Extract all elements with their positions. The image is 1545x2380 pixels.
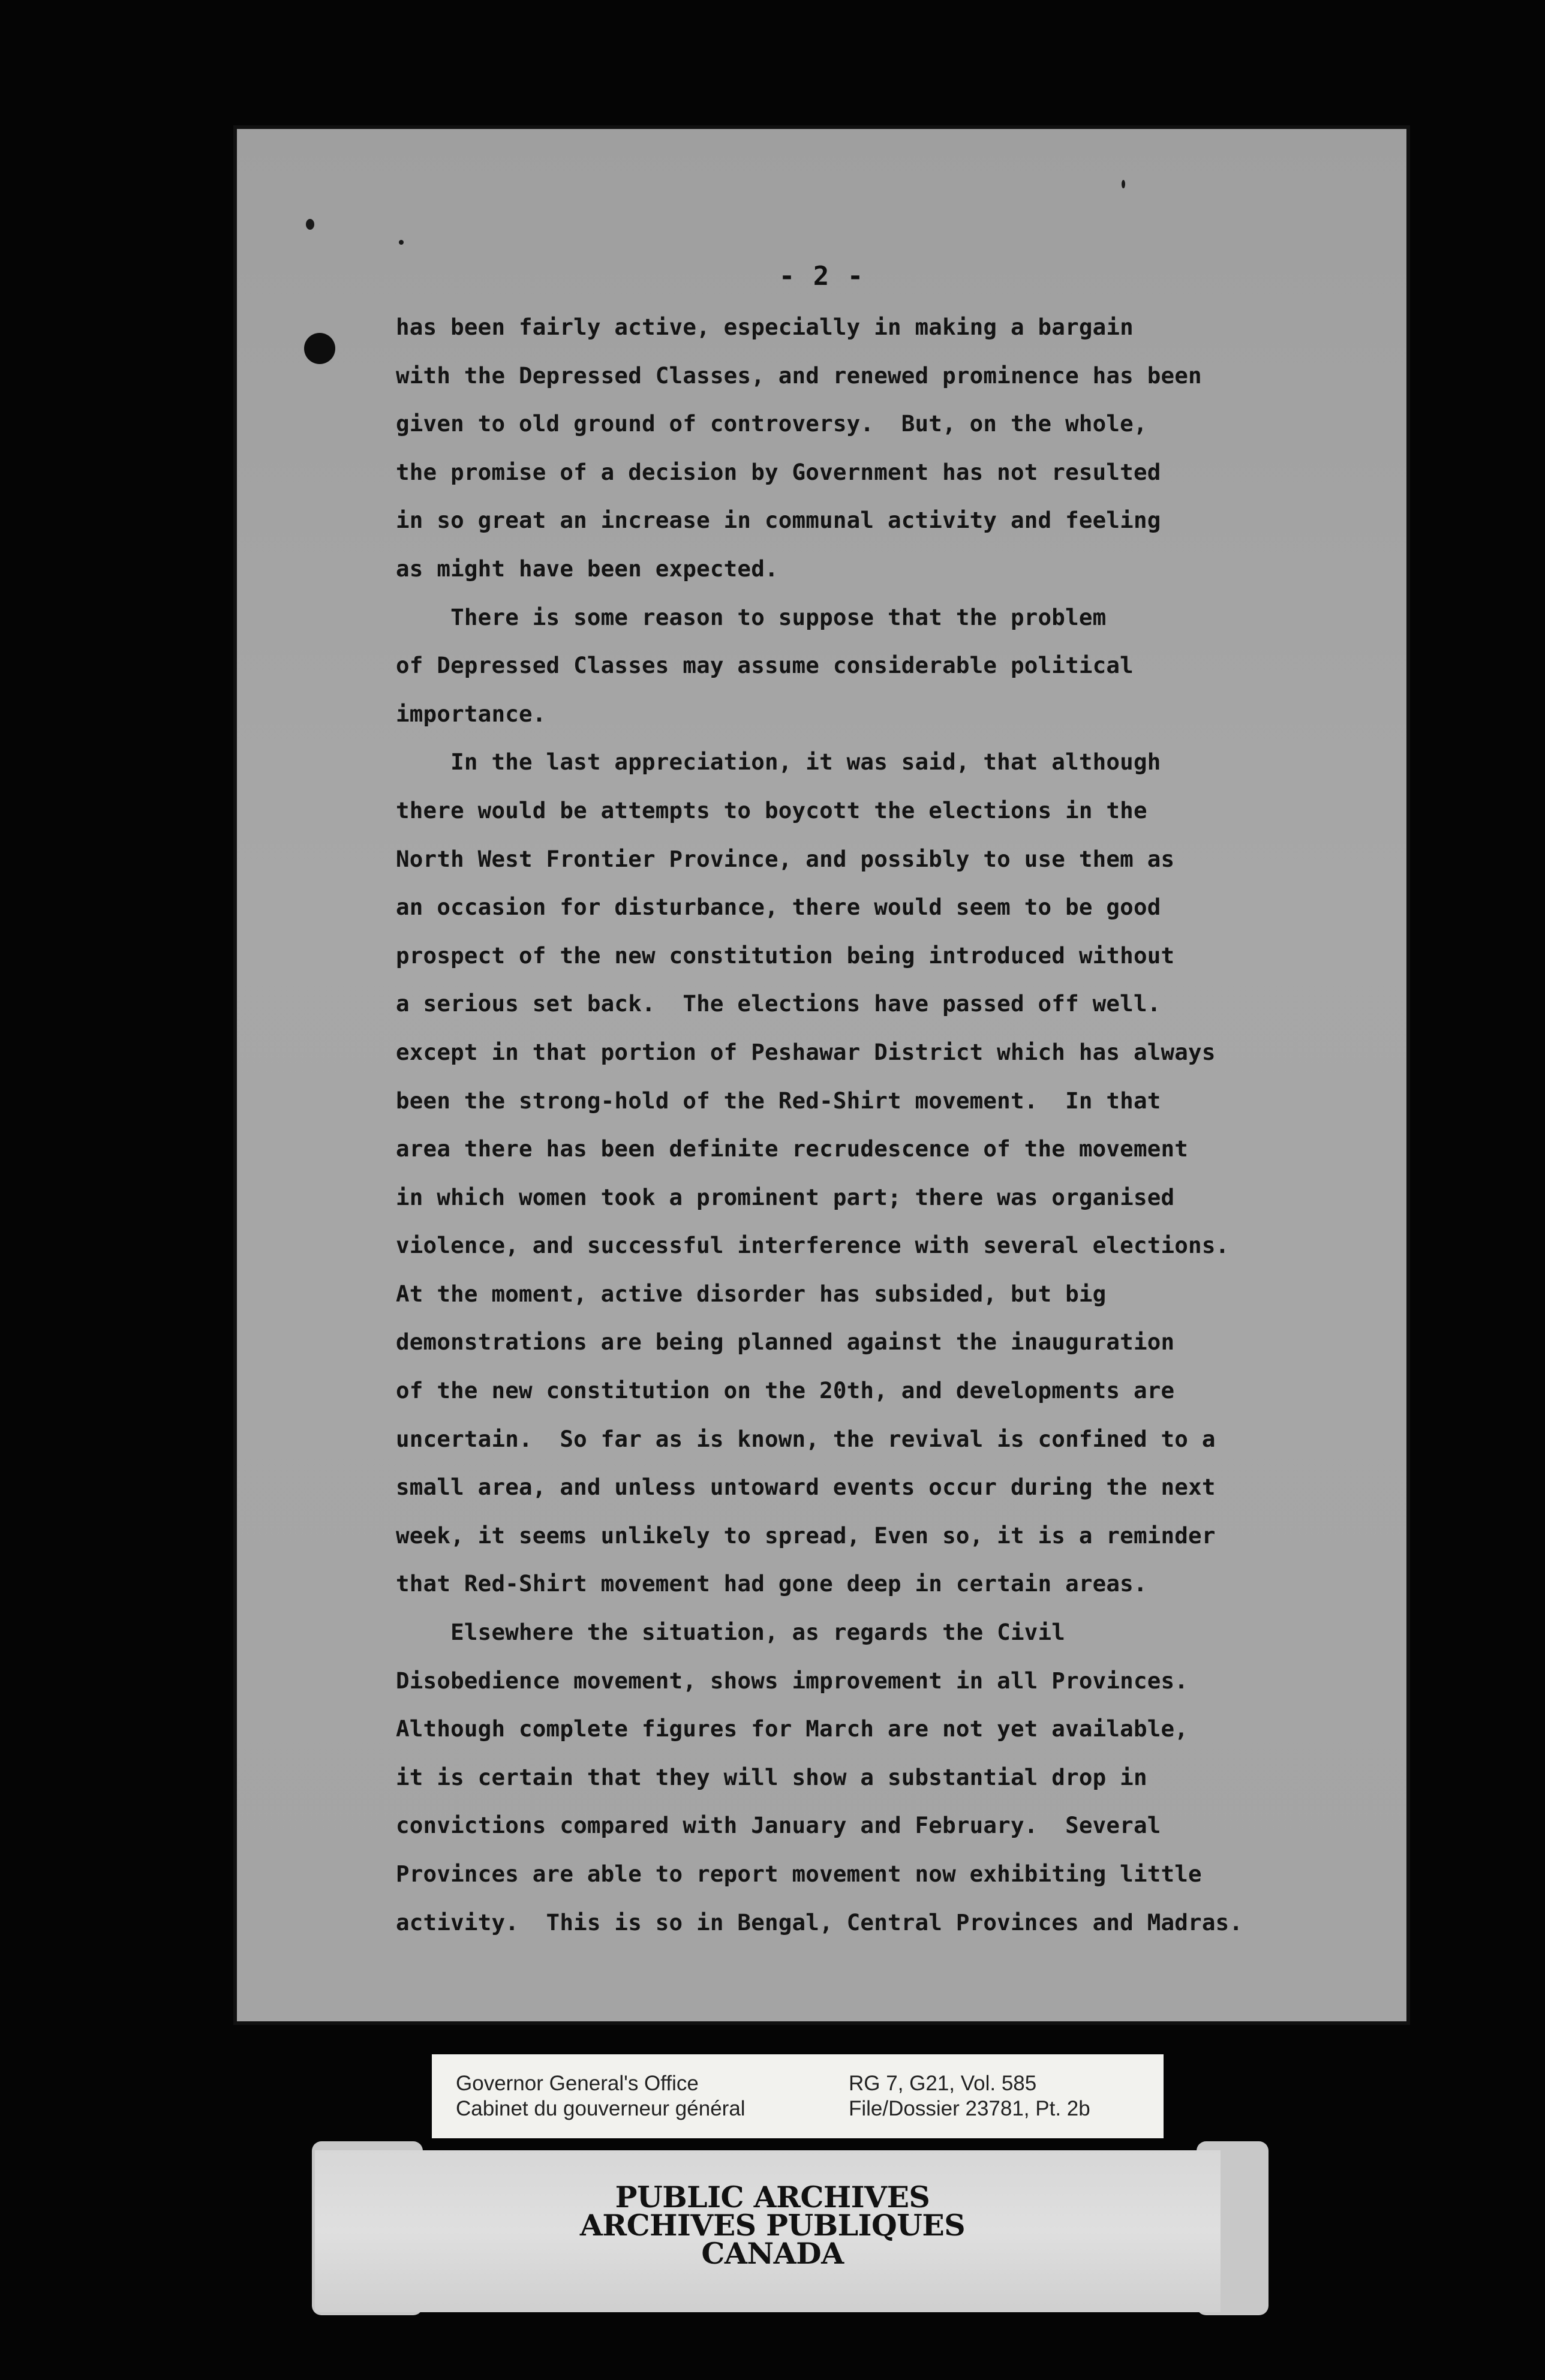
archive-reference-label <box>432 2054 1164 2138</box>
typed-body-text <box>396 303 1367 1946</box>
text-line: of the new constitution on the 20th, and developments are <box>396 1377 1175 1404</box>
text-line: as might have been expected. <box>396 555 778 582</box>
text-line: North West Frontier Province, and possibly to use them as <box>396 845 1175 872</box>
text-line: In the last appreciation, it was said, that although <box>396 749 1161 776</box>
text-line: of Depressed Classes may assume considerable political <box>396 652 1134 679</box>
text-line: that Red-Shirt movement had gone deep in certain areas. <box>396 1570 1147 1597</box>
text-line: a serious set back. The elections have passed off well. <box>396 990 1161 1017</box>
label-office-column <box>456 2071 746 2121</box>
text-line: has been fairly active, especially in making a bargain <box>396 314 1134 340</box>
text-line: There is some reason to suppose that the problem <box>396 603 1107 630</box>
text-line: activity. This is so in Bengal, Central Provinces and Madras. <box>396 1909 1243 1936</box>
text-line: prospect of the new constitution being introduced without <box>396 942 1175 969</box>
text-line: convictions compared with January and February. Several <box>396 1812 1161 1839</box>
text-line: week, it seems unlikely to spread, Even so, it is a reminder <box>396 1522 1216 1549</box>
punch-hole <box>304 333 335 364</box>
text-line: an occasion for disturbance, there would seem to be good <box>396 894 1161 921</box>
label-office-french: Cabinet du gouverneur général <box>456 2097 746 2120</box>
speck <box>399 240 404 245</box>
text-line: Provinces are able to report movement now exhibiting little <box>396 1861 1202 1887</box>
document-page <box>237 129 1406 2021</box>
text-line: Although complete figures for March are not yet available, <box>396 1715 1189 1742</box>
text-line: area there has been definite recrudescence of the movement <box>396 1135 1189 1162</box>
text-line: At the moment, active disorder has subsided, but big <box>396 1280 1107 1307</box>
text-line: small area, and unless untoward events occur during the next <box>396 1474 1216 1501</box>
stamp-line-english: PUBLIC ARCHIVES <box>615 2180 930 2214</box>
text-line: in which women took a prominent part; there was organised <box>396 1183 1175 1210</box>
text-line: with the Depressed Classes, and renewed prominence has been <box>396 362 1202 389</box>
text-line: the promise of a decision by Government has not resulted <box>396 458 1161 485</box>
text-line: uncertain. So far as is known, the revival is confined to a <box>396 1425 1216 1452</box>
stamp-line-french: ARCHIVES PUBLIQUES <box>579 2208 966 2243</box>
text-line: Disobedience movement, shows improvement in all Provinces. <box>396 1667 1189 1694</box>
label-record-group: RG 7, G21, Vol. 585 <box>849 2072 1037 2095</box>
text-line: importance. <box>396 700 546 727</box>
text-line: violence, and successful interference with several elections. <box>396 1232 1230 1259</box>
public-archives-stamp <box>0 2180 1545 2271</box>
text-line: there would be attempts to boycott the elections in the <box>396 797 1147 824</box>
speck <box>306 219 314 230</box>
page-number: - 2 - <box>778 261 865 292</box>
text-line: been the strong-hold of the Red-Shirt movement. In that <box>396 1087 1161 1114</box>
label-file-number: File/Dossier 23781, Pt. 2b <box>849 2097 1090 2120</box>
text-line: given to old ground of controversy. But, on the whole, <box>396 410 1147 437</box>
label-office-english: Governor General's Office <box>456 2072 699 2095</box>
text-line: it is certain that they will show a substantial drop in <box>396 1763 1147 1790</box>
label-reference-column <box>849 2071 1090 2121</box>
text-line: Elsewhere the situation, as regards the Civil <box>396 1619 1066 1646</box>
text-line: demonstrations are being planned against the inauguration <box>396 1329 1175 1356</box>
stamp-line-country: CANADA <box>701 2236 844 2271</box>
text-line: in so great an increase in communal activity and feeling <box>396 507 1161 534</box>
text-line: except in that portion of Peshawar District which has always <box>396 1038 1216 1065</box>
speck <box>1122 180 1125 188</box>
